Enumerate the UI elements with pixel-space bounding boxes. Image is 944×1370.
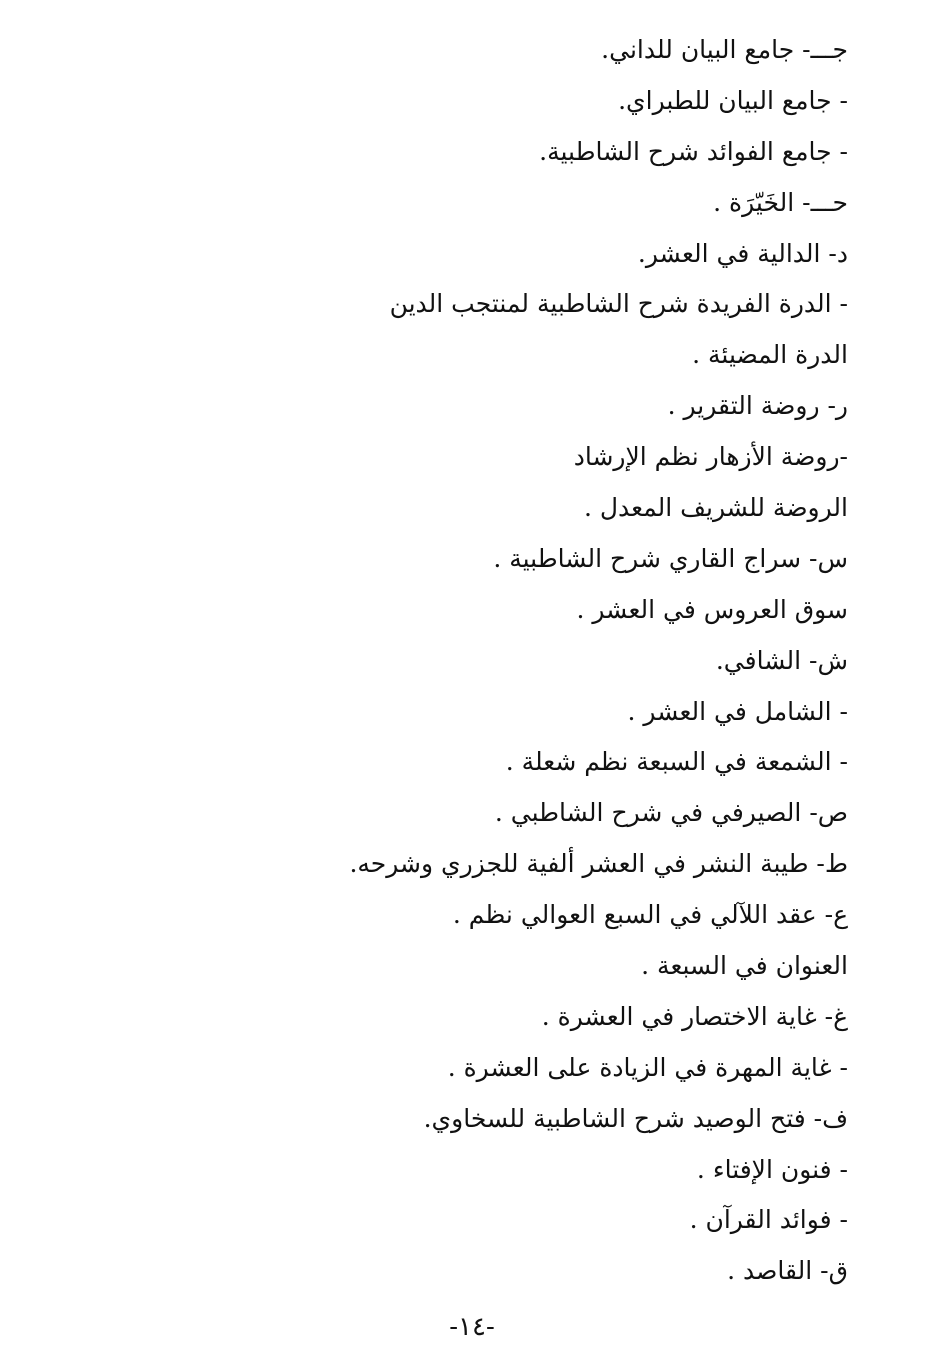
- list-item: ف- فتح الوصيد شرح الشاطبية للسخاوي.: [423, 1103, 848, 1133]
- page-number: -١٤-: [449, 1312, 495, 1342]
- list-item: ر- روضة التقرير .: [667, 391, 848, 421]
- list-item: غ- غاية الاختصار في العشرة .: [541, 1001, 848, 1031]
- list-item: الروضة للشريف المعدل .: [583, 493, 848, 523]
- bibliography-list: [288, 25, 848, 1297]
- list-item: د- الدالية في العشر.: [637, 238, 848, 268]
- list-item: - فنون الإفتاء .: [696, 1154, 848, 1184]
- list-item: - جامع الفوائد شرح الشاطبية.: [539, 136, 848, 166]
- list-item: -روضة الأزهار نظم الإرشاد: [573, 442, 848, 472]
- list-item: - الشمعة في السبعة نظم شعلة .: [505, 747, 848, 777]
- list-item: ش- الشافي.: [715, 645, 848, 675]
- list-item: س- سراج القاري شرح الشاطبية .: [493, 543, 848, 573]
- list-item: ع- عقد اللآلي في السبع العوالي نظم .: [452, 900, 848, 930]
- list-item: جـــ- جامع البيان للداني.: [601, 35, 848, 64]
- list-item: الدرة المضيئة .: [692, 340, 848, 370]
- list-item: ص- الصيرفي في شرح الشاطبي .: [494, 798, 848, 828]
- list-item: حـــ- الخَيّرَة .: [713, 187, 848, 217]
- list-item: ق- القاصد .: [727, 1256, 848, 1286]
- list-item: - الشامل في العشر .: [627, 696, 848, 726]
- list-item: - الدرة الفريدة شرح الشاطبية لمنتجب الدين: [389, 289, 848, 319]
- list-item: - غاية المهرة في الزيادة على العشرة .: [447, 1052, 848, 1082]
- list-item: العنوان في السبعة .: [641, 951, 848, 981]
- list-item: سوق العروس في العشر .: [576, 594, 848, 624]
- list-item: ط- طيبة النشر في العشر ألفية للجزري وشرحه.: [349, 849, 848, 879]
- list-item: - جامع البيان للطبراي.: [618, 85, 848, 115]
- list-item: - فوائد القرآن .: [689, 1205, 848, 1235]
